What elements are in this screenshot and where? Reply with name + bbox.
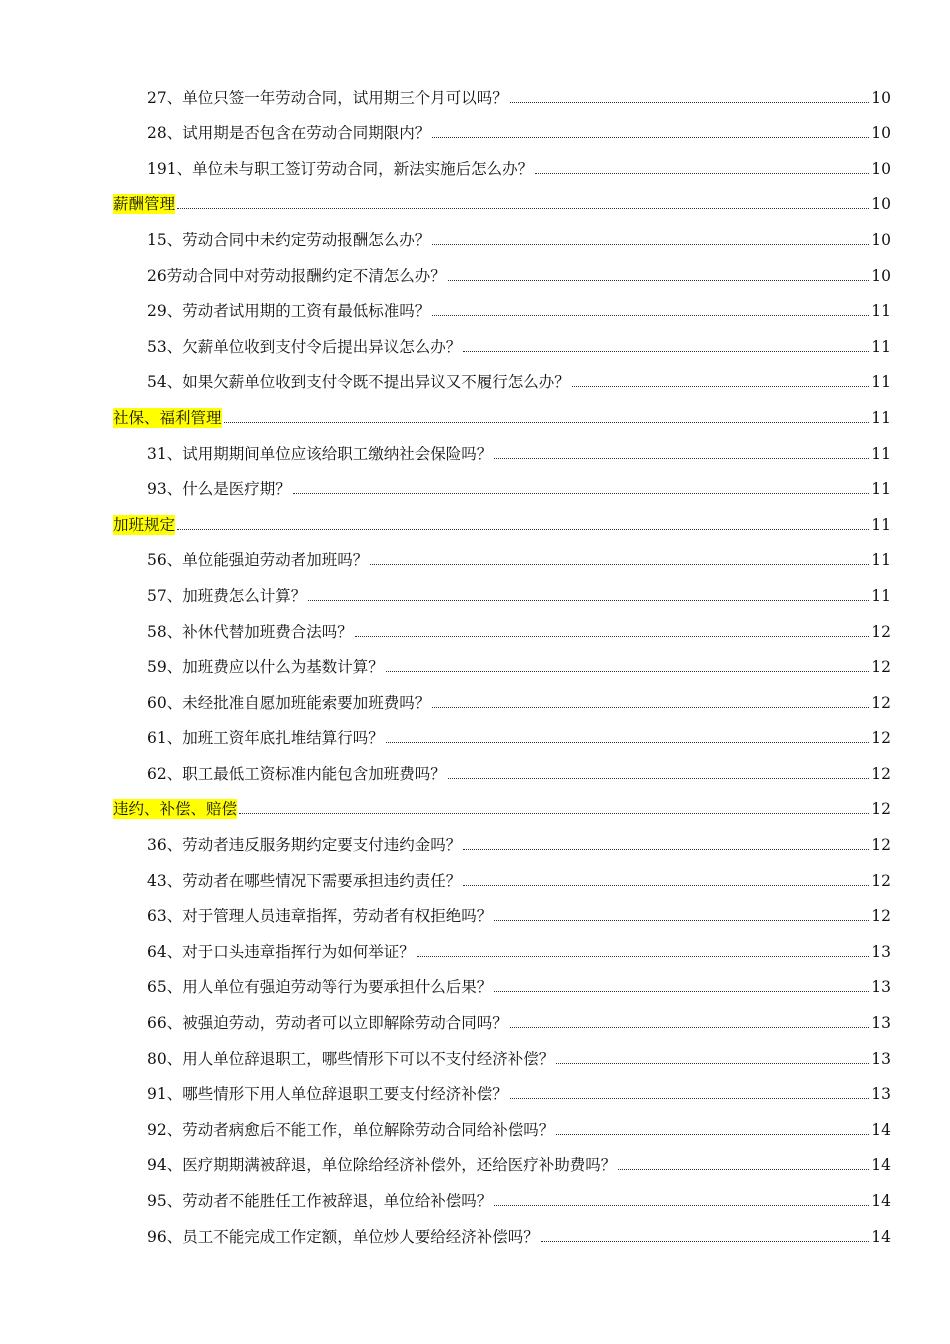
dot-leader xyxy=(308,600,869,601)
toc-page-number: 12 xyxy=(871,622,891,641)
dot-leader xyxy=(370,564,869,565)
dot-leader xyxy=(448,280,870,281)
toc-entry-title: 58、补休代替加班费合法吗？ xyxy=(147,622,353,641)
toc-page-number: 11 xyxy=(871,586,891,605)
toc-page-number: 11 xyxy=(871,480,891,499)
toc-entry[interactable] xyxy=(113,357,891,393)
dot-leader xyxy=(541,1241,870,1242)
toc-entry-title: 53、欠薪单位收到支付令后提出异议怎么办？ xyxy=(147,337,462,356)
toc-entry-title: 36、劳动者违反服务期约定要支付违约金吗？ xyxy=(147,836,462,855)
toc-entry-title: 27、单位只签一年劳动合同，试用期三个月可以吗？ xyxy=(147,88,508,107)
toc-entry-title: 65、用人单位有强迫劳动等行为要承担什么后果？ xyxy=(147,978,493,997)
toc-entry[interactable] xyxy=(113,1175,891,1211)
toc-page-number: 10 xyxy=(871,124,891,143)
toc-entry-title: 56、单位能强迫劳动者加班吗？ xyxy=(147,551,369,570)
toc-page-number: 12 xyxy=(871,658,891,677)
toc-page-number: 11 xyxy=(871,373,891,392)
toc-section-heading[interactable] xyxy=(113,392,891,428)
dot-leader xyxy=(556,1134,869,1135)
toc-page-number: 13 xyxy=(871,1049,891,1068)
toc-entry[interactable] xyxy=(113,428,891,464)
toc-page-number: 10 xyxy=(871,195,891,214)
toc-entry-title: 60、未经批准自愿加班能索要加班费吗？ xyxy=(147,693,431,712)
toc-entry[interactable] xyxy=(113,642,891,678)
toc-section-title: 违约、补偿、赔偿 xyxy=(113,800,238,819)
dot-leader xyxy=(510,1098,870,1099)
toc-page-number: 13 xyxy=(871,978,891,997)
dot-leader xyxy=(618,1169,869,1170)
toc-entry-title: 92、劳动者病愈后不能工作，单位解除劳动合同给补偿吗？ xyxy=(147,1120,555,1139)
toc-page-number: 12 xyxy=(871,764,891,783)
dot-leader xyxy=(432,137,869,138)
dot-leader xyxy=(386,742,870,743)
dot-leader xyxy=(494,991,869,992)
toc-page-number: 14 xyxy=(871,1120,891,1139)
dot-leader xyxy=(535,173,869,174)
toc-entry[interactable] xyxy=(113,748,891,784)
toc-section-heading[interactable] xyxy=(113,499,891,535)
toc-page-number: 12 xyxy=(871,871,891,890)
toc-entry[interactable] xyxy=(113,855,891,891)
toc-entry[interactable] xyxy=(113,535,891,571)
toc-entry-title: 29、劳动者试用期的工资有最低标准吗？ xyxy=(147,302,431,321)
dot-leader xyxy=(463,885,869,886)
toc-entry[interactable] xyxy=(113,214,891,250)
table-of-contents xyxy=(113,72,891,1247)
toc-section-heading[interactable] xyxy=(113,784,891,820)
toc-entry[interactable] xyxy=(113,606,891,642)
toc-entry[interactable] xyxy=(113,143,891,179)
toc-page-number: 14 xyxy=(871,1192,891,1210)
toc-entry-title: 95、劳动者不能胜任工作被辞退，单位给补偿吗？ xyxy=(147,1192,493,1210)
toc-page-number: 11 xyxy=(871,302,891,321)
toc-entry-title: 64、对于口头违章指挥行为如何举证？ xyxy=(147,942,415,961)
toc-page-number: 12 xyxy=(871,693,891,712)
toc-entry-title: 31、试用期期间单位应该给职工缴纳社会保险吗？ xyxy=(147,444,493,463)
toc-page-number: 11 xyxy=(871,444,891,463)
toc-entry-title: 96、员工不能完成工作定额，单位炒人要给经济补偿吗？ xyxy=(147,1227,539,1246)
toc-entry[interactable] xyxy=(113,891,891,927)
toc-entry-title: 15、劳动合同中未约定劳动报酬怎么办？ xyxy=(147,230,431,249)
toc-page-number: 13 xyxy=(871,1085,891,1104)
toc-entry[interactable] xyxy=(113,321,891,357)
toc-page-number: 10 xyxy=(871,159,891,178)
toc-entry[interactable] xyxy=(113,713,891,749)
dot-leader xyxy=(494,458,869,459)
toc-entry[interactable] xyxy=(113,250,891,286)
toc-entry[interactable] xyxy=(113,926,891,962)
dot-leader xyxy=(177,208,869,209)
toc-page-number: 10 xyxy=(871,230,891,249)
toc-entry[interactable] xyxy=(113,286,891,322)
toc-entry[interactable] xyxy=(113,819,891,855)
toc-page-number: 11 xyxy=(871,408,891,427)
dot-leader xyxy=(572,386,870,387)
dot-leader xyxy=(224,422,870,423)
toc-entry[interactable] xyxy=(113,677,891,713)
toc-entry[interactable] xyxy=(113,1104,891,1140)
toc-page-number: 14 xyxy=(871,1156,891,1175)
toc-page-number: 11 xyxy=(871,337,891,356)
toc-page-number: 12 xyxy=(871,729,891,748)
dot-leader xyxy=(177,529,869,530)
toc-entry-title: 66、被强迫劳动，劳动者可以立即解除劳动合同吗？ xyxy=(147,1014,508,1033)
dot-leader xyxy=(386,671,870,672)
dot-leader xyxy=(448,778,870,779)
toc-entry[interactable] xyxy=(113,997,891,1033)
dot-leader xyxy=(293,493,870,494)
toc-page-number: 11 xyxy=(871,551,891,570)
toc-section-title: 社保、福利管理 xyxy=(113,408,222,427)
toc-entry-title: 26劳动合同中对劳动报酬约定不清怎么办？ xyxy=(147,266,446,285)
toc-entry-title: 28、试用期是否包含在劳动合同期限内？ xyxy=(147,124,431,143)
toc-entry[interactable] xyxy=(113,570,891,606)
toc-page-number: 13 xyxy=(871,942,891,961)
dot-leader xyxy=(417,956,870,957)
toc-entry[interactable] xyxy=(113,1069,891,1105)
toc-page-number: 12 xyxy=(871,907,891,926)
toc-section-heading[interactable] xyxy=(113,179,891,215)
toc-entry[interactable] xyxy=(113,464,891,500)
toc-entry[interactable] xyxy=(113,962,891,998)
toc-page-number: 10 xyxy=(871,266,891,285)
toc-entry-title: 59、加班费应以什么为基数计算？ xyxy=(147,658,384,677)
toc-entry[interactable] xyxy=(113,1140,891,1176)
toc-entry[interactable] xyxy=(113,72,891,108)
dot-leader xyxy=(510,102,870,103)
toc-entry-title: 80、用人单位辞退职工，哪些情形下可以不支付经济补偿？ xyxy=(147,1049,555,1068)
toc-entry-title: 91、哪些情形下用人单位辞退职工要支付经济补偿？ xyxy=(147,1085,508,1104)
toc-entry[interactable] xyxy=(113,1211,891,1247)
dot-leader xyxy=(556,1063,869,1064)
toc-entry-title: 94、医疗期期满被辞退，单位除给经济补偿外，还给医疗补助费吗？ xyxy=(147,1156,617,1175)
toc-entry-title: 62、职工最低工资标准内能包含加班费吗？ xyxy=(147,764,446,783)
dot-leader xyxy=(432,244,869,245)
toc-page-number: 14 xyxy=(871,1227,891,1246)
dot-leader xyxy=(432,315,869,316)
toc-page-number: 10 xyxy=(871,88,891,107)
toc-page-number: 11 xyxy=(871,515,891,534)
toc-entry-title: 61、加班工资年底扎堆结算行吗？ xyxy=(147,729,384,748)
toc-page-number: 12 xyxy=(871,800,891,819)
dot-leader xyxy=(494,1205,869,1206)
toc-entry[interactable] xyxy=(113,1033,891,1069)
toc-entry-title: 57、加班费怎么计算？ xyxy=(147,586,307,605)
toc-entry-title: 191、单位未与职工签订劳动合同，新法实施后怎么办？ xyxy=(147,159,534,178)
toc-entry-title: 54、如果欠薪单位收到支付令既不提出异议又不履行怎么办？ xyxy=(147,373,570,392)
dot-leader xyxy=(463,849,869,850)
toc-entry-title: 63、对于管理人员违章指挥，劳动者有权拒绝吗？ xyxy=(147,907,493,926)
toc-entry-title: 93、什么是医疗期？ xyxy=(147,480,291,499)
dot-leader xyxy=(432,707,869,708)
dot-leader xyxy=(355,636,870,637)
toc-entry[interactable] xyxy=(113,108,891,144)
toc-section-title: 薪酬管理 xyxy=(113,195,176,214)
toc-page-number: 12 xyxy=(871,836,891,855)
dot-leader xyxy=(463,351,869,352)
dot-leader xyxy=(239,813,869,814)
toc-entry-title: 43、劳动者在哪些情况下需要承担违约责任？ xyxy=(147,871,462,890)
dot-leader xyxy=(510,1027,870,1028)
toc-section-title: 加班规定 xyxy=(113,515,176,534)
toc-page-number: 13 xyxy=(871,1014,891,1033)
dot-leader xyxy=(494,920,869,921)
